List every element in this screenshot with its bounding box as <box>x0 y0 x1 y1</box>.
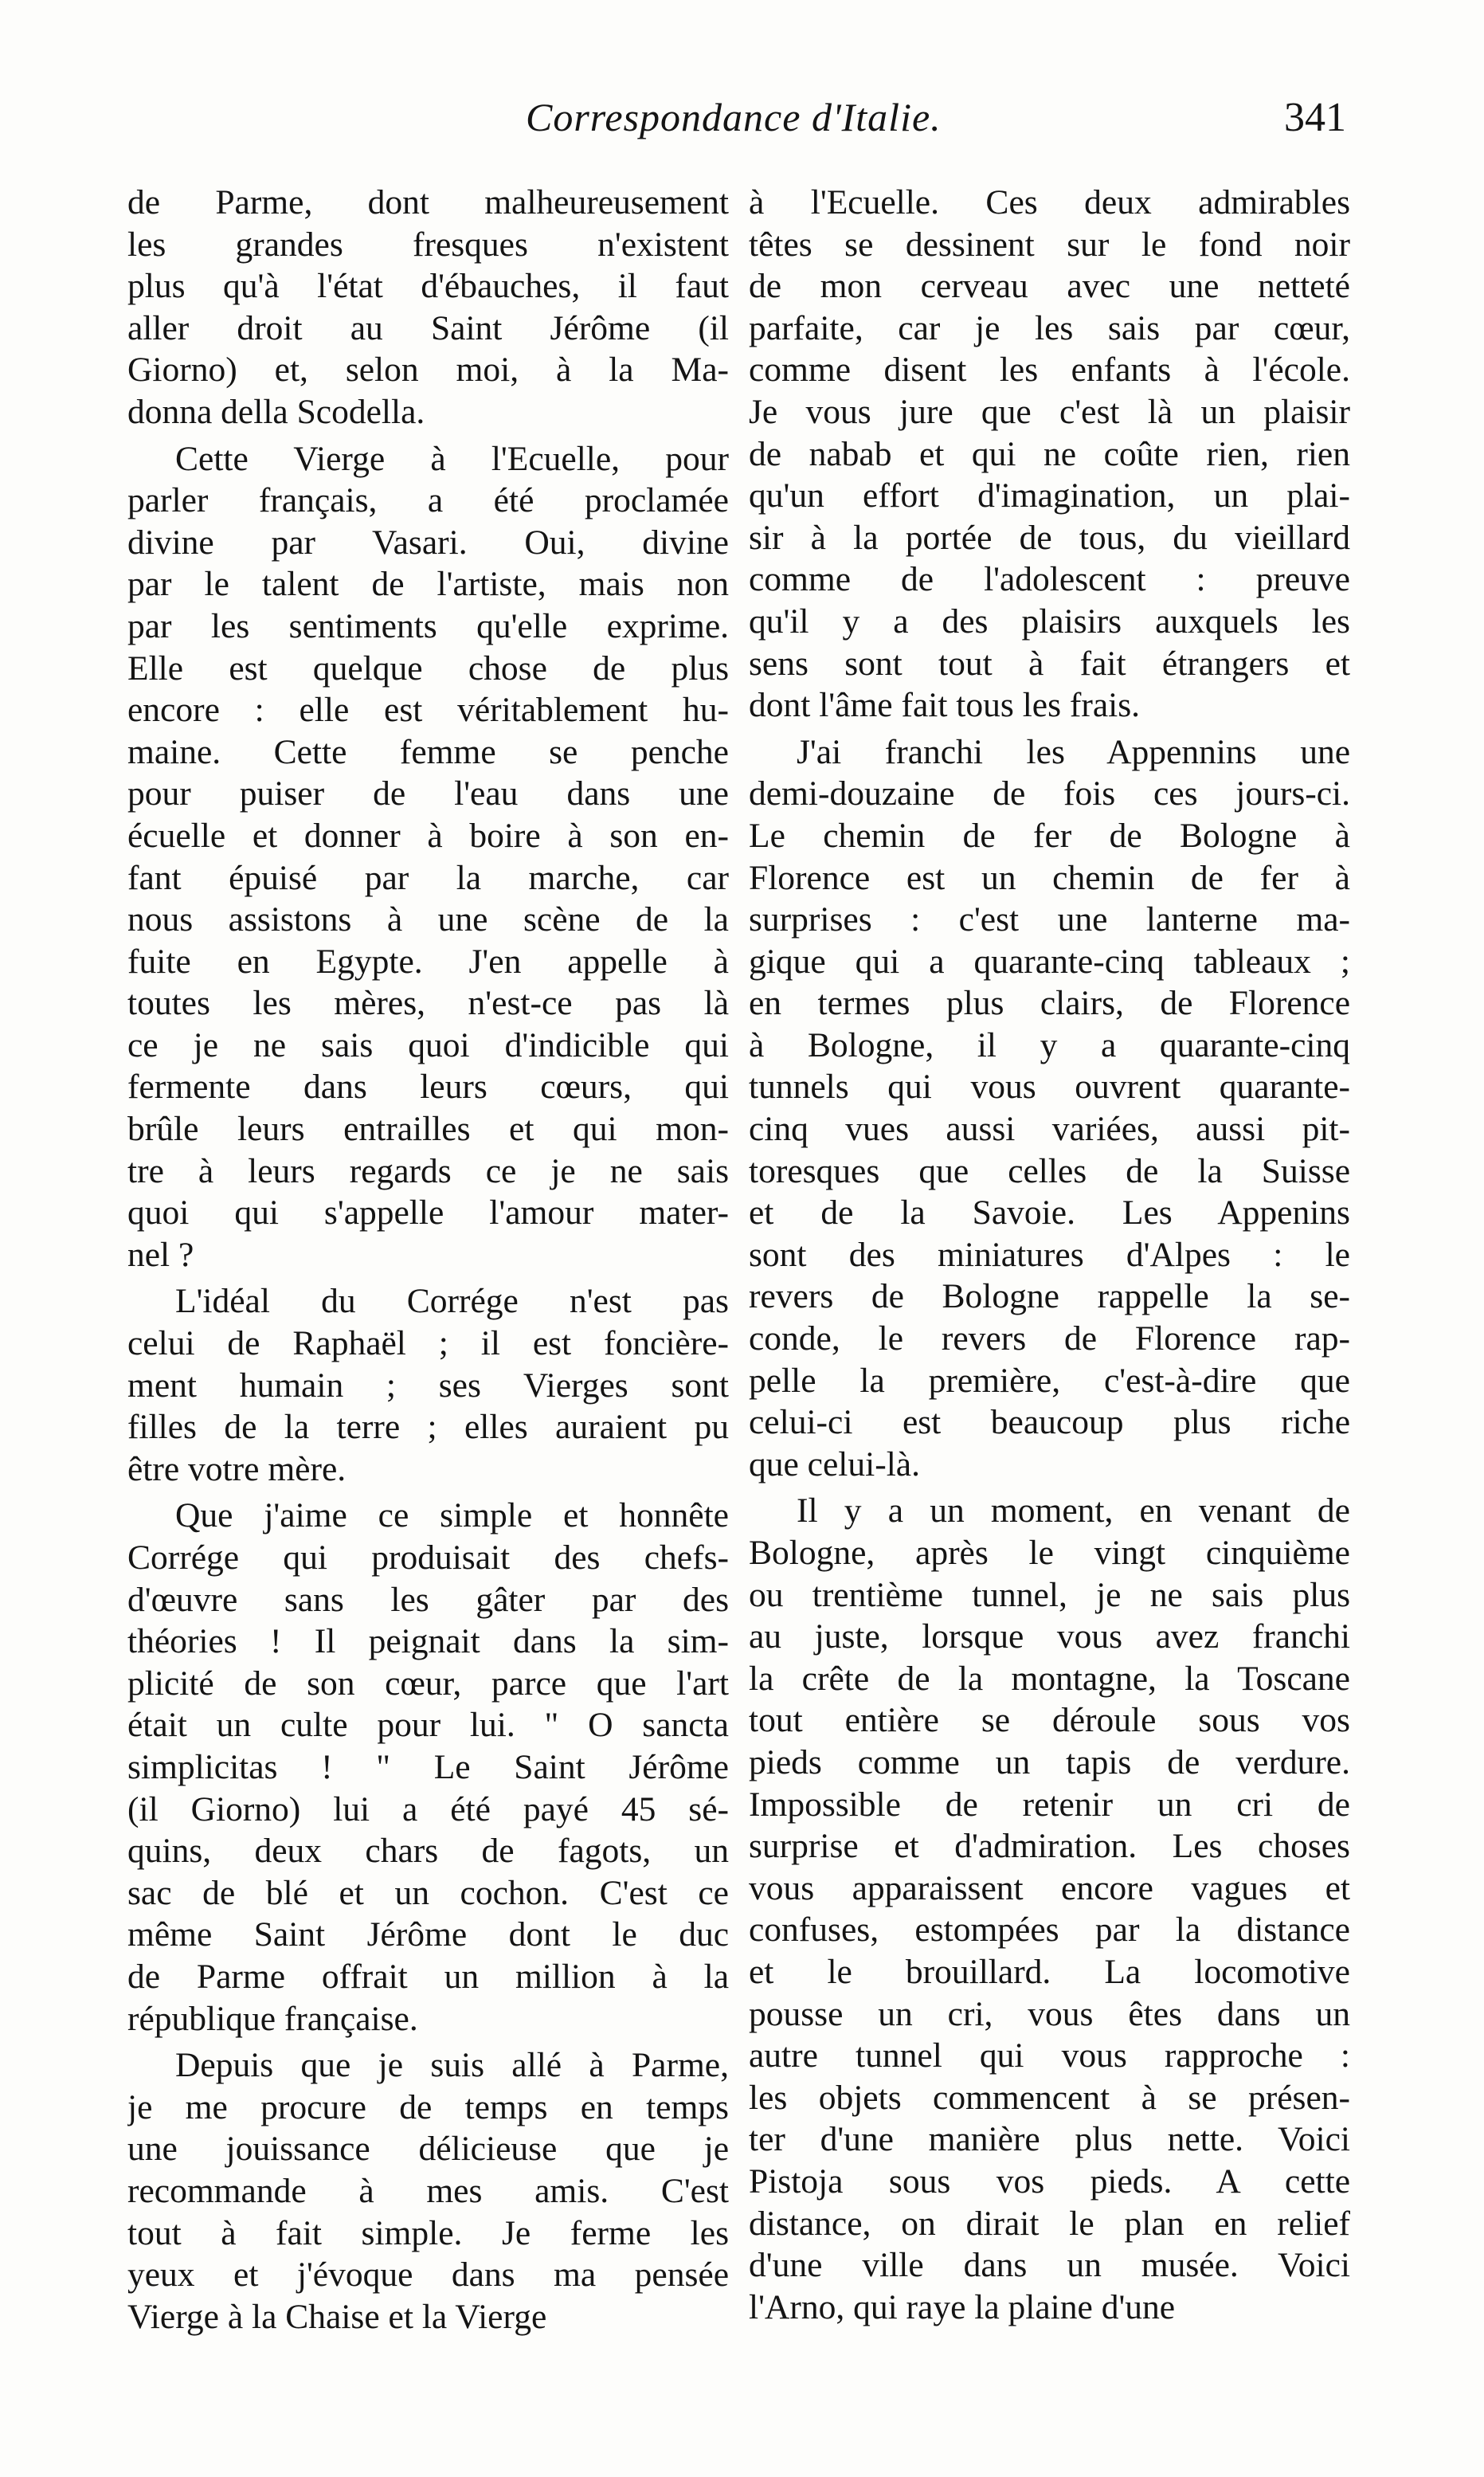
text-line: même Saint Jérôme dont le duc <box>127 1915 729 1954</box>
running-title: Correspondance d'Italie. <box>526 95 942 139</box>
text-line: sac de blé et un cochon. C'est ce <box>127 1873 729 1912</box>
text-line: Depuis que je suis allé à Parme, <box>175 2046 729 2085</box>
text-line: fermente dans leurs cœurs, qui <box>127 1068 729 1107</box>
text-line: aller droit au Saint Jérôme (il <box>127 308 729 347</box>
running-head <box>127 94 1346 158</box>
text-line: toutes les mères, n'est-ce pas là <box>127 984 729 1023</box>
text-line: Que j'aime ce simple et honnête <box>175 1496 729 1535</box>
text-line: l'Arno, qui raye la plaine d'une <box>749 2287 1176 2326</box>
text-line: yeux et j'évoque dans ma pensée <box>127 2256 729 2295</box>
paragraph <box>749 1490 1350 2328</box>
text-line: Pistoja sous vos pieds. A cette <box>749 2161 1350 2201</box>
text-line: être votre mère. <box>127 1449 347 1488</box>
text-line: Le chemin de fer de Bologne à <box>749 816 1350 855</box>
text-line: donna della Scodella. <box>127 392 425 431</box>
text-line: quoi qui s'appelle l'amour mater- <box>127 1193 729 1233</box>
text-line: république française. <box>127 1999 418 2038</box>
text-line: encore : elle est véritablement hu- <box>127 691 729 730</box>
text-line: surprises : c'est une lanterne ma- <box>749 900 1350 939</box>
text-line: à l'Ecuelle. Ces deux admirables <box>749 183 1350 221</box>
paragraph <box>127 2044 729 2338</box>
text-line: cinq vues aussi variées, aussi pit- <box>749 1110 1350 1149</box>
text-line: sir à la portée de tous, du vieillard <box>749 518 1350 557</box>
text-line: celui-ci est beaucoup plus riche <box>749 1403 1350 1442</box>
text-line: écuelle et donner à boire à son en- <box>127 816 729 855</box>
text-line: distance, on dirait le plan en relief <box>749 2204 1350 2243</box>
text-line: vous apparaissent encore vagues et <box>749 1868 1350 1907</box>
text-line: par le talent de l'artiste, mais non <box>127 565 729 604</box>
text-line: ter d'une manière plus nette. Voici <box>749 2120 1350 2159</box>
left-text-column <box>127 182 729 2338</box>
text-line: (il Giorno) lui a été payé 45 sé- <box>127 1789 729 1828</box>
text-line: gique qui a quarante-cinq tableaux ; <box>749 942 1350 981</box>
paragraph <box>127 438 729 1276</box>
text-line: la crête de la montagne, la Toscane <box>749 1659 1350 1698</box>
text-line: parfaite, car je les sais par cœur, <box>749 308 1350 347</box>
text-line: fant épuisé par la marche, car <box>127 858 729 897</box>
text-line: quins, deux chars de fagots, un <box>127 1832 729 1871</box>
text-line: pieds comme un tapis de verdure. <box>749 1742 1350 1781</box>
text-line: d'une ville dans un musée. Voici <box>749 2246 1350 2285</box>
paragraph <box>127 1495 729 2040</box>
right-text-column <box>749 182 1350 2328</box>
text-line: divine par Vasari. Oui, divine <box>127 523 729 562</box>
text-line: recommande à mes amis. C'est <box>127 2171 729 2210</box>
text-line: confuses, estompées par la distance <box>749 1911 1350 1950</box>
text-line: Impossible de retenir un cri de <box>749 1785 1350 1824</box>
text-line: nel ? <box>127 1235 194 1274</box>
text-line: je me procure de temps en temps <box>127 2087 729 2126</box>
text-line: à Bologne, il y a quarante-cinq <box>749 1025 1350 1064</box>
text-line: ou trentième tunnel, je ne sais plus <box>749 1575 1350 1614</box>
text-line: Elle est quelque chose de plus <box>127 649 729 688</box>
text-line: Je vous jure que c'est là un plaisir <box>749 392 1350 431</box>
text-line: les grandes fresques n'existent <box>127 225 729 264</box>
text-line: et le brouillard. La locomotive <box>749 1952 1350 1991</box>
text-line: têtes se dessinent sur le fond noir <box>749 225 1350 264</box>
text-line: Corrége qui produisait des chefs- <box>127 1538 729 1577</box>
text-line: théories ! Il peignait dans la sim- <box>127 1622 729 1661</box>
text-line: tunnels qui vous ouvrent quarante- <box>749 1068 1350 1107</box>
text-line: qu'un effort d'imagination, un plai- <box>749 476 1350 515</box>
paragraph <box>749 731 1350 1486</box>
text-line: parler français, a été proclamée <box>127 481 729 520</box>
text-line: au juste, lorsque vous avez franchi <box>749 1617 1350 1656</box>
page-number: 341 <box>1284 95 1346 140</box>
text-line: comme de l'adolescent : preuve <box>749 560 1350 599</box>
text-line: Bologne, après le vingt cinquième <box>749 1534 1350 1572</box>
text-line: pousse un cri, vous êtes dans un <box>749 1994 1350 2033</box>
text-line: filles de la terre ; elles auraient pu <box>127 1408 729 1447</box>
text-line: revers de Bologne rappelle la se- <box>749 1277 1350 1316</box>
text-line: qu'il y a des plaisirs auxquels les <box>749 602 1350 641</box>
text-line: que celui-là. <box>749 1444 920 1483</box>
text-line: pelle la première, c'est-à-dire que <box>749 1361 1350 1400</box>
text-line: sens sont tout à fait étrangers et <box>749 644 1350 683</box>
text-line: brûle leurs entrailles et qui mon- <box>127 1110 729 1149</box>
text-line: nous assistons à une scène de la <box>127 900 729 939</box>
text-line: J'ai franchi les Appennins une <box>797 732 1350 771</box>
paragraph <box>127 182 729 433</box>
text-line: était un culte pour lui. " O sancta <box>127 1706 729 1745</box>
text-line: de Parme, dont malheureusement <box>127 183 729 221</box>
text-line: pour puiser de l'eau dans une <box>127 774 729 813</box>
text-line: Florence est un chemin de fer à <box>749 858 1350 897</box>
paragraph <box>749 182 1350 727</box>
text-line: une jouissance délicieuse que je <box>127 2130 729 2169</box>
text-line: ce je ne sais quoi d'indicible qui <box>127 1025 729 1064</box>
text-line: dont l'âme fait tous les frais. <box>749 686 1141 725</box>
text-line: surprise et d'admiration. Les choses <box>749 1827 1350 1866</box>
text-line: de mon cerveau avec une netteté <box>749 267 1350 306</box>
text-line: ment humain ; ses Vierges sont <box>127 1366 729 1405</box>
text-line: fuite en Egypte. J'en appelle à <box>127 942 729 981</box>
text-line: et de la Savoie. Les Appenins <box>749 1193 1350 1233</box>
text-line: par les sentiments qu'elle exprime. <box>127 606 729 645</box>
text-line: de Parme offrait un million à la <box>127 1957 729 1996</box>
text-line: L'idéal du Corrége n'est pas <box>175 1282 729 1321</box>
text-line: conde, le revers de Florence rap- <box>749 1319 1350 1358</box>
text-line: les objets commencent à se présen- <box>749 2078 1350 2117</box>
text-line: comme disent les enfants à l'école. <box>749 351 1350 390</box>
text-line: tout entière se déroule sous vos <box>749 1701 1350 1740</box>
text-line: Vierge à la Chaise et la Vierge <box>127 2297 547 2336</box>
text-line: maine. Cette femme se penche <box>127 732 729 771</box>
text-line: Cette Vierge à l'Ecuelle, pour <box>175 439 729 478</box>
text-line: en termes plus clairs, de Florence <box>749 984 1350 1023</box>
text-line: tout à fait simple. Je ferme les <box>127 2213 729 2252</box>
text-line: toresques que celles de la Suisse <box>749 1151 1350 1190</box>
text-line: Il y a un moment, en venant de <box>797 1491 1350 1530</box>
text-line: d'œuvre sans les gâter par des <box>127 1580 729 1619</box>
text-line: simplicitas ! " Le Saint Jérôme <box>127 1747 729 1786</box>
text-line: plicité de son cœur, parce que l'art <box>127 1664 729 1703</box>
text-line: autre tunnel qui vous rapproche : <box>749 2036 1350 2075</box>
text-line: plus qu'à l'état d'ébauches, il faut <box>127 267 729 306</box>
text-line: de nabab et qui ne coûte rien, rien <box>749 434 1350 473</box>
paragraph <box>127 1280 729 1490</box>
text-line: Giorno) et, selon moi, à la Ma- <box>127 351 729 390</box>
text-line: tre à leurs regards ce je ne sais <box>127 1151 729 1190</box>
text-line: celui de Raphaël ; il est foncière- <box>127 1324 729 1363</box>
text-line: demi-douzaine de fois ces jours-ci. <box>749 774 1350 813</box>
text-line: sont des miniatures d'Alpes : le <box>749 1235 1350 1274</box>
